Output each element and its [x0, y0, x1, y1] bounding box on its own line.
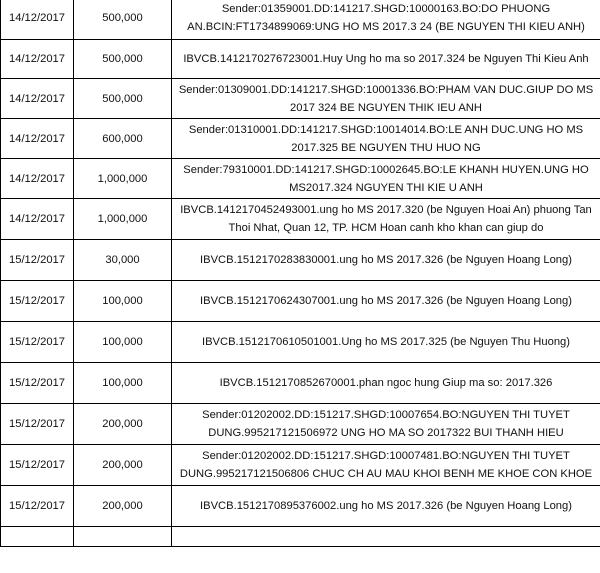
amount-cell: 30,000	[74, 240, 172, 281]
amount-cell	[74, 527, 172, 547]
table-row	[1, 281, 600, 322]
date-cell: 14/12/2017	[1, 199, 74, 240]
table-row	[1, 40, 600, 79]
date-cell: 14/12/2017	[1, 119, 74, 159]
description-cell: IBVCB.1512170283830001.ung ho MS 2017.326 (be Nguyen Hoang Long)	[172, 240, 600, 281]
amount-cell: 600,000	[74, 119, 172, 159]
description-cell: IBVCB.1512170895376002.ung ho MS 2017.326 (be Nguyen Hoang Long)	[172, 486, 600, 527]
description-cell: Sender:01202002.DD:151217.SHGD:10007481.BO:NGUYEN THI TUYET DUNG.995217121506806 CHUC CH AU MAU KHOI BENH ME KHOE CON KHOE	[172, 445, 600, 486]
table-row	[1, 240, 600, 281]
table-row	[1, 79, 600, 119]
date-cell: 15/12/2017	[1, 240, 74, 281]
date-cell: 15/12/2017	[1, 281, 74, 322]
description-cell: Sender:01359001.DD:141217.SHGD:10000163.BO:DO PHUONG AN.BCIN:FT1734899069:UNG HO MS 2017.3 24 (BE NGUYEN THI KIEU ANH)	[172, 0, 600, 40]
description-cell: Sender:01309001.DD:141217.SHGD:10001336.BO:PHAM VAN DUC.GIUP DO MS 2017 324 BE NGUYEN THIK IEU ANH	[172, 79, 600, 119]
date-cell: 15/12/2017	[1, 404, 74, 445]
amount-cell: 100,000	[74, 363, 172, 404]
description-cell: IBVCB.1512170610501001.Ung ho MS 2017.325 (be Nguyen Thu Huong)	[172, 322, 600, 363]
amount-cell: 200,000	[74, 404, 172, 445]
description-cell: IBVCB.1412170452493001.ung ho MS 2017.320 (be Nguyen Hoai An) phuong Tan Thoi Nhat, Quan 12, TP. HCM Hoan canh kho khan can giup do	[172, 199, 600, 240]
date-cell	[1, 527, 74, 547]
amount-cell: 500,000	[74, 0, 172, 40]
description-cell: Sender:79310001.DD:141217.SHGD:10002645.BO:LE KHANH HUYEN.UNG HO MS2017.324 NGUYEN THI KIE U ANH	[172, 159, 600, 199]
amount-cell: 500,000	[74, 40, 172, 79]
table-row	[1, 363, 600, 404]
table-row	[1, 199, 600, 240]
table-row	[1, 486, 600, 527]
table-row	[1, 527, 600, 547]
table-row	[1, 322, 600, 363]
date-cell: 14/12/2017	[1, 0, 74, 40]
amount-cell: 1,000,000	[74, 159, 172, 199]
table-row	[1, 0, 600, 40]
amount-cell: 1,000,000	[74, 199, 172, 240]
table-row	[1, 159, 600, 199]
date-cell: 15/12/2017	[1, 486, 74, 527]
amount-cell: 200,000	[74, 445, 172, 486]
date-cell: 15/12/2017	[1, 363, 74, 404]
date-cell: 14/12/2017	[1, 40, 74, 79]
date-cell: 14/12/2017	[1, 159, 74, 199]
description-cell: IBVCB.1412170276723001.Huy Ung ho ma so 2017.324 be Nguyen Thi Kieu Anh	[172, 40, 600, 79]
description-cell: IBVCB.1512170852670001.phan ngoc hung Giup ma so: 2017.326	[172, 363, 600, 404]
amount-cell: 500,000	[74, 79, 172, 119]
description-cell: IBVCB.1512170624307001.ung ho MS 2017.326 (be Nguyen Hoang Long)	[172, 281, 600, 322]
table-row	[1, 119, 600, 159]
description-cell: Sender:01310001.DD:141217.SHGD:10014014.BO:LE ANH DUC.UNG HO MS 2017.325 BE NGUYEN THU HUO NG	[172, 119, 600, 159]
date-cell: 15/12/2017	[1, 445, 74, 486]
description-cell: Sender:01202002.DD:151217.SHGD:10007654.BO:NGUYEN THI TUYET DUNG.995217121506972 UNG HO MA SO 2017322 BUI THANH HIEU	[172, 404, 600, 445]
table-row	[1, 445, 600, 486]
date-cell: 15/12/2017	[1, 322, 74, 363]
description-cell	[172, 527, 600, 547]
amount-cell: 100,000	[74, 281, 172, 322]
amount-cell: 100,000	[74, 322, 172, 363]
table-row	[1, 404, 600, 445]
date-cell: 14/12/2017	[1, 79, 74, 119]
amount-cell: 200,000	[74, 486, 172, 527]
